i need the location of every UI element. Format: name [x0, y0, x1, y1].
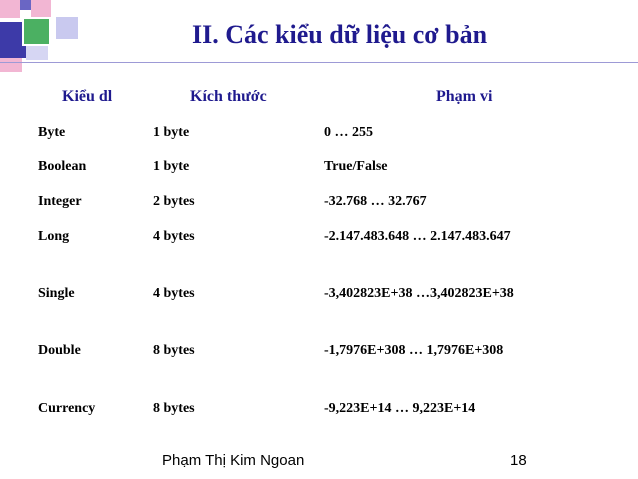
cell-size: 1 byte: [153, 159, 190, 174]
column-header-range: Phạm vi: [436, 88, 493, 105]
cell-range: True/False: [324, 159, 388, 174]
cell-size: 4 bytes: [153, 229, 195, 244]
cell-type: Currency: [38, 401, 96, 416]
decor-square-pink: [31, 0, 51, 18]
decor-square-pink: [0, 58, 22, 72]
cell-type: Byte: [38, 125, 66, 140]
cell-size: 8 bytes: [153, 401, 195, 416]
column-header-type: Kiểu dl: [62, 88, 113, 105]
page-number: 18: [510, 452, 527, 469]
title-divider: [0, 62, 638, 63]
decor-square-lavender: [56, 17, 78, 39]
cell-size: 1 byte: [153, 125, 190, 140]
decor-square-lavender: [26, 46, 48, 60]
cell-type: Single: [38, 286, 75, 301]
cell-size: 8 bytes: [153, 343, 195, 358]
column-header-size: Kích thước: [190, 88, 267, 105]
cell-range: -3,402823E+38 …3,402823E+38: [324, 286, 514, 301]
cell-range: -2.147.483.648 … 2.147.483.647: [324, 229, 511, 244]
cell-range: -1,7976E+308 … 1,7976E+308: [324, 343, 504, 358]
cell-type: Integer: [38, 194, 82, 209]
cell-range: -9,223E+14 … 9,223E+14: [324, 401, 476, 416]
cell-type: Long: [38, 229, 70, 244]
cell-type: Boolean: [38, 159, 87, 174]
cell-type: Double: [38, 343, 81, 358]
slide-title: II. Các kiểu dữ liệu cơ bản: [192, 20, 488, 49]
decor-square-pink: [0, 0, 20, 18]
footer-author: Phạm Thị Kim Ngoan: [162, 452, 305, 469]
cell-size: 2 bytes: [153, 194, 195, 209]
cell-range: 0 … 255: [324, 125, 373, 140]
cell-range: -32.768 … 32.767: [324, 194, 427, 209]
cell-size: 4 bytes: [153, 286, 195, 301]
decor-square-green: [22, 17, 51, 46]
decor-square-blue: [20, 0, 31, 10]
